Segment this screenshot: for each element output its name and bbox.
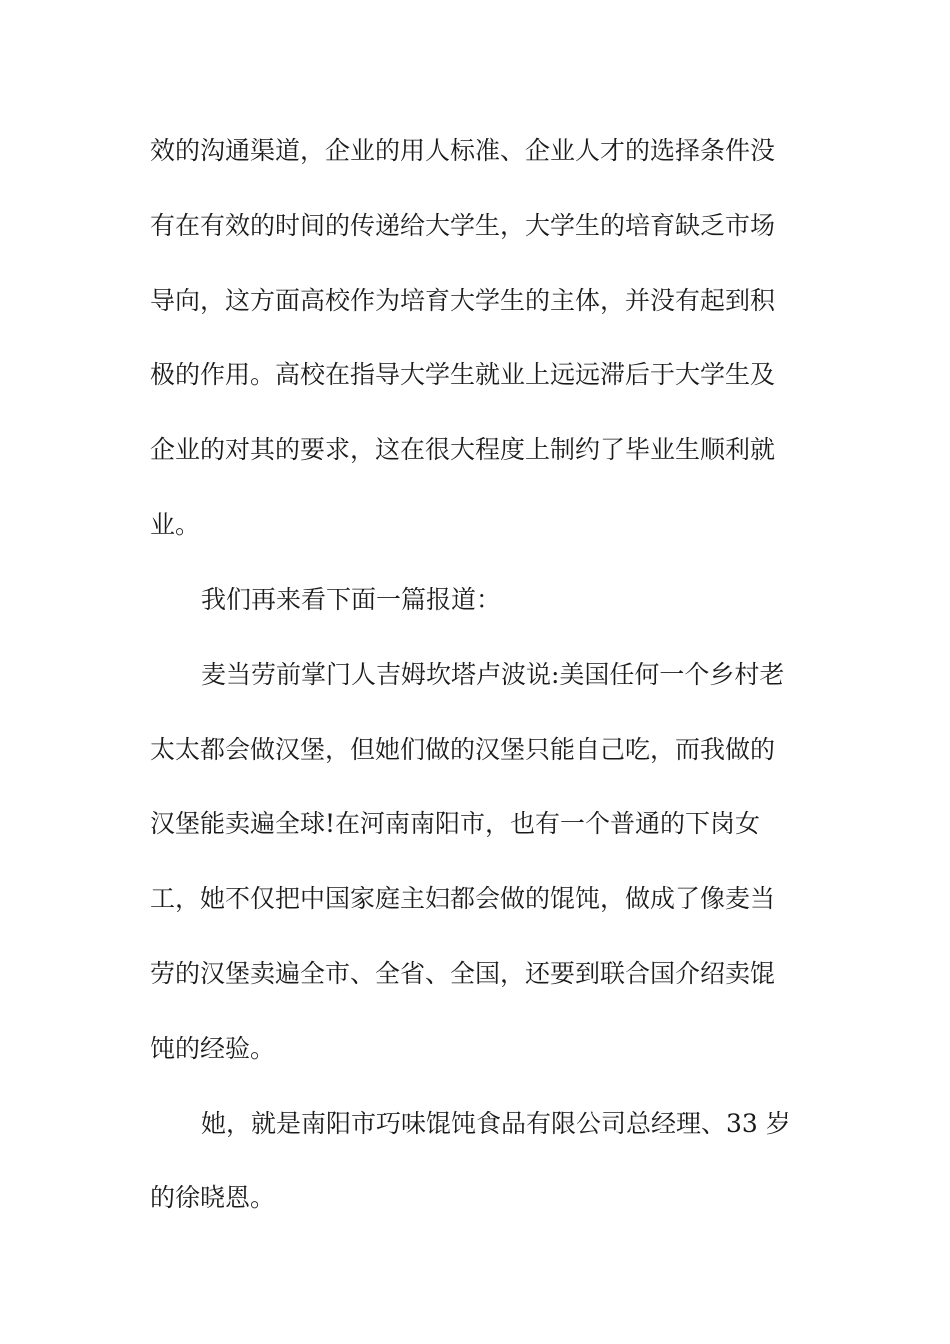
paragraph-1-line-1: 效的沟通渠道，企业的用人标准、企业人才的选择条件没 [150,136,776,165]
paragraph-3-line-5: 劳的汉堡卖遍全市、全省、全国，还要到联合国介绍卖馄 [150,959,776,988]
paragraph-1-line-5: 企业的对其的要求，这在很大程度上制约了毕业生顺利就 [150,435,776,464]
paragraph-2-line-1: 我们再来看下面一篇报道： [201,585,502,614]
paragraph-1-line-4: 极的作用。高校在指导大学生就业上远远滞后于大学生及 [150,360,776,389]
paragraph-3-line-4: 工，她不仅把中国家庭主妇都会做的馄饨，做成了像麦当 [150,884,776,913]
paragraph-3-line-3: 汉堡能卖遍全球!在河南南阳市，也有一个普通的下岗女 [150,809,761,838]
paragraph-3-line-2: 太太都会做汉堡，但她们做的汉堡只能自己吃，而我做的 [150,735,776,764]
paragraph-3-line-6: 饨的经验。 [150,1034,276,1063]
paragraph-1-line-2: 有在有效的时间的传递给大学生，大学生的培育缺乏市场 [150,211,776,240]
paragraph-1-line-6: 业。 [150,510,201,539]
paragraph-1-line-3: 导向，这方面高校作为培育大学生的主体，并没有起到积 [150,286,776,315]
paragraph-4-line-2: 的徐晓恩。 [150,1183,276,1212]
paragraph-4-line-1: 她，就是南阳市巧味馄饨食品有限公司总经理、33 岁 [201,1109,791,1138]
paragraph-3-line-1: 麦当劳前掌门人吉姆坎塔卢波说:美国任何一个乡村老 [201,660,785,689]
